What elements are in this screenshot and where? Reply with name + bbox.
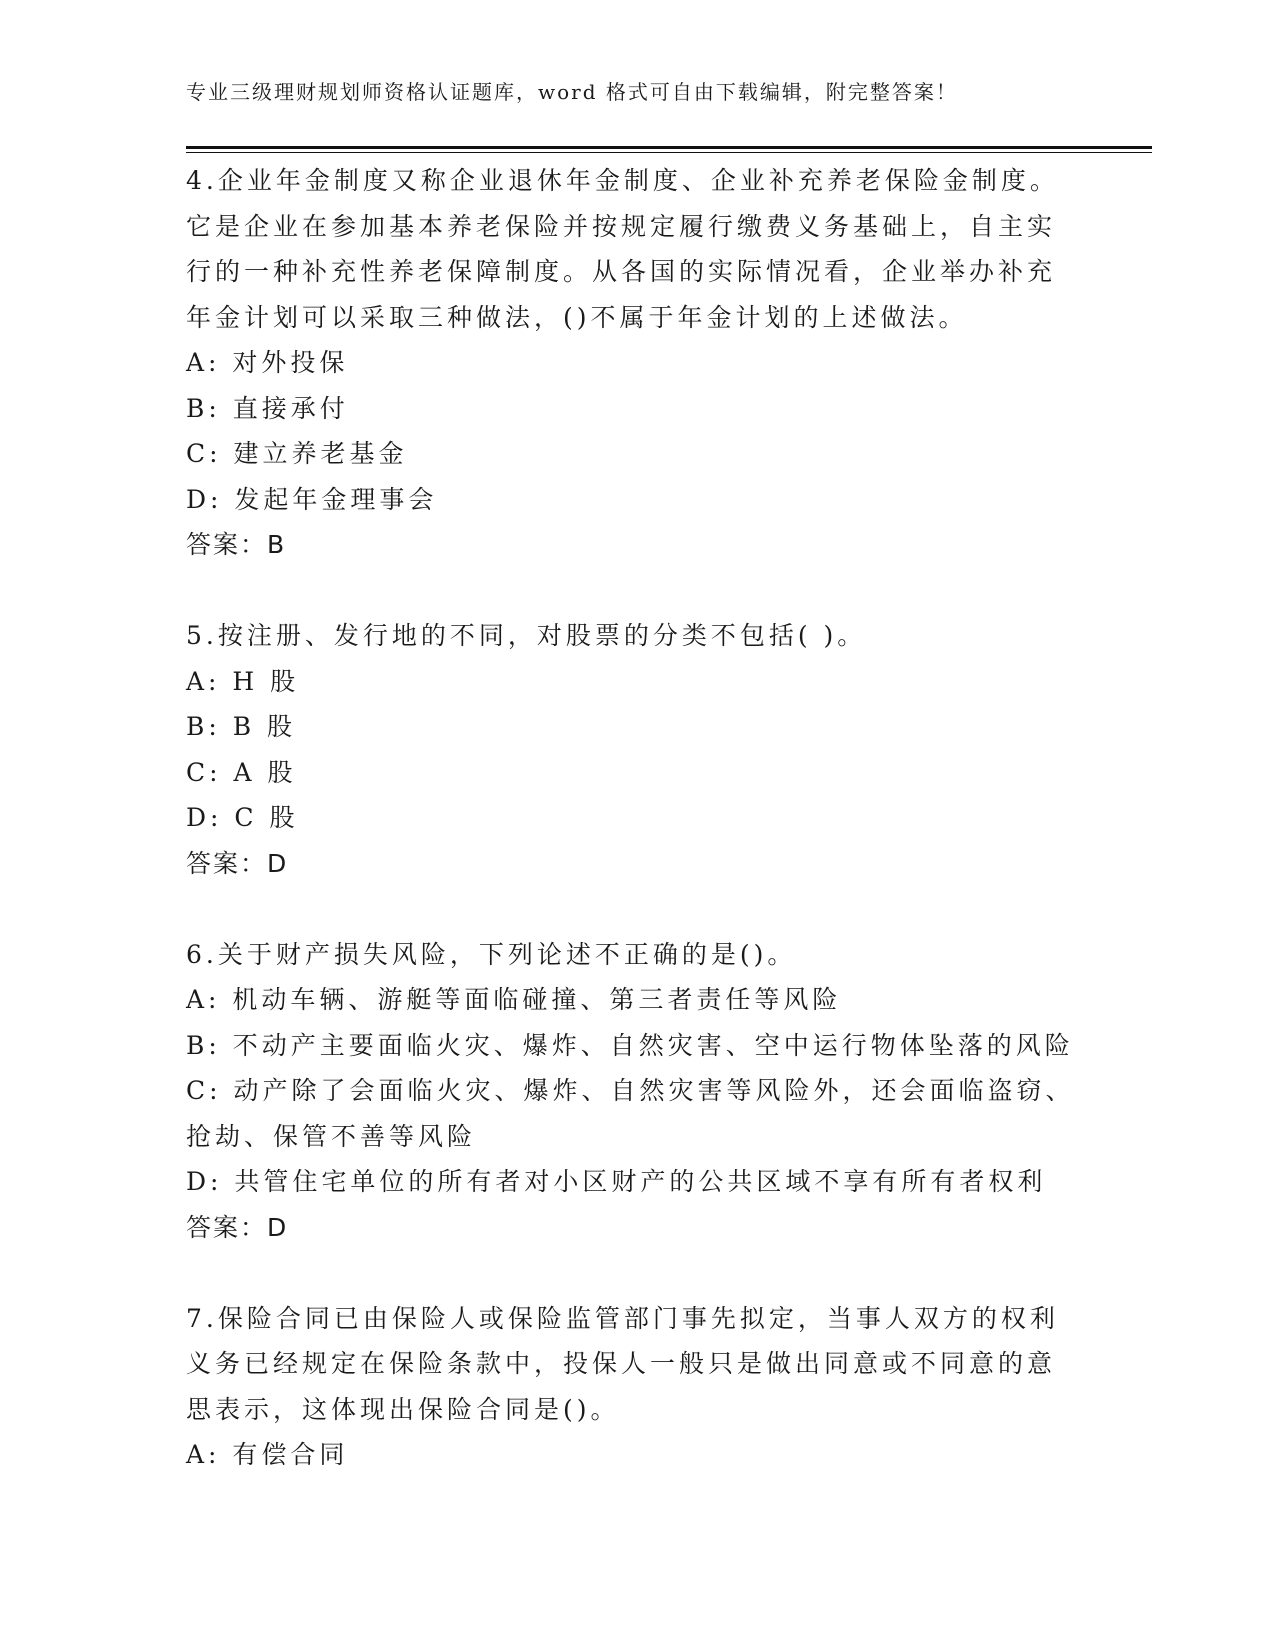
- question-stem-line: 年金计划可以采取三种做法，()不属于年金计划的上述做法。: [186, 302, 968, 332]
- option-a: A: 机动车辆、游艇等面临碰撞、第三者责任等风险: [186, 985, 842, 1014]
- question-stem-line: 6.关于财产损失风险，下列论述不正确的是()。: [186, 939, 797, 969]
- question-item: [186, 932, 1086, 1251]
- header-divider-thin: [186, 152, 1152, 153]
- question-stem-line: 行的一种补充性养老保障制度。从各国的实际情况看，企业举办补充: [186, 257, 1057, 286]
- option-b: B: 不动产主要面临火灾、爆炸、自然灾害、空中运行物体坠落的风险: [186, 1030, 1074, 1060]
- option-c-continued: 抢劫、保管不善等风险: [186, 1121, 477, 1151]
- option-c: C: A 股: [186, 757, 297, 787]
- option-d: D: 共管住宅单位的所有者对小区财产的公共区域不享有所有者权利: [186, 1167, 1047, 1196]
- question-item: [186, 158, 1086, 568]
- document-header: 专业三级理财规划师资格认证题库，word 格式可自由下载编辑，附完整答案！: [186, 80, 958, 104]
- question-stem-line: 思表示，这体现出保险合同是()。: [186, 1394, 620, 1424]
- question-stem-line: 义务已经规定在保险条款中，投保人一般只是做出同意或不同意的意: [186, 1349, 1057, 1378]
- option-d: D: C 股: [186, 803, 299, 832]
- answer-line: 答案：D: [186, 848, 289, 878]
- answer-line: 答案：D: [186, 1212, 289, 1242]
- question-stem-line: 它是企业在参加基本养老保险并按规定履行缴费义务基础上，自主实: [186, 211, 1057, 241]
- option-a: A: 有偿合同: [186, 1440, 349, 1469]
- question-item: [186, 613, 1086, 886]
- question-spacer: [186, 1250, 1086, 1296]
- option-b: B: 直接承付: [186, 393, 349, 423]
- option-c: C: 动产除了会面临火灾、爆炸、自然灾害等风险外，还会面临盗窃、: [186, 1076, 1075, 1105]
- answer-line: 答案：B: [186, 530, 287, 559]
- question-stem-line: 5.按注册、发行地的不同，对股票的分类不包括( )。: [186, 621, 867, 650]
- question-spacer: [186, 568, 1086, 614]
- question-item: [186, 1296, 1086, 1478]
- option-c: C: 建立养老基金: [186, 439, 408, 468]
- header-divider-thick: [186, 146, 1152, 149]
- option-d: D: 发起年金理事会: [186, 484, 438, 514]
- question-spacer: [186, 886, 1086, 932]
- question-stem-line: 7.保险合同已由保险人或保险监管部门事先拟定，当事人双方的权利: [186, 1303, 1059, 1333]
- option-a: A: 对外投保: [186, 348, 349, 377]
- question-stem-line: 4.企业年金制度又称企业退休年金制度、企业补充养老保险金制度。: [186, 166, 1059, 195]
- question-list: [186, 158, 1086, 1478]
- option-b: B: B 股: [186, 712, 297, 741]
- option-a: A: H 股: [186, 666, 300, 696]
